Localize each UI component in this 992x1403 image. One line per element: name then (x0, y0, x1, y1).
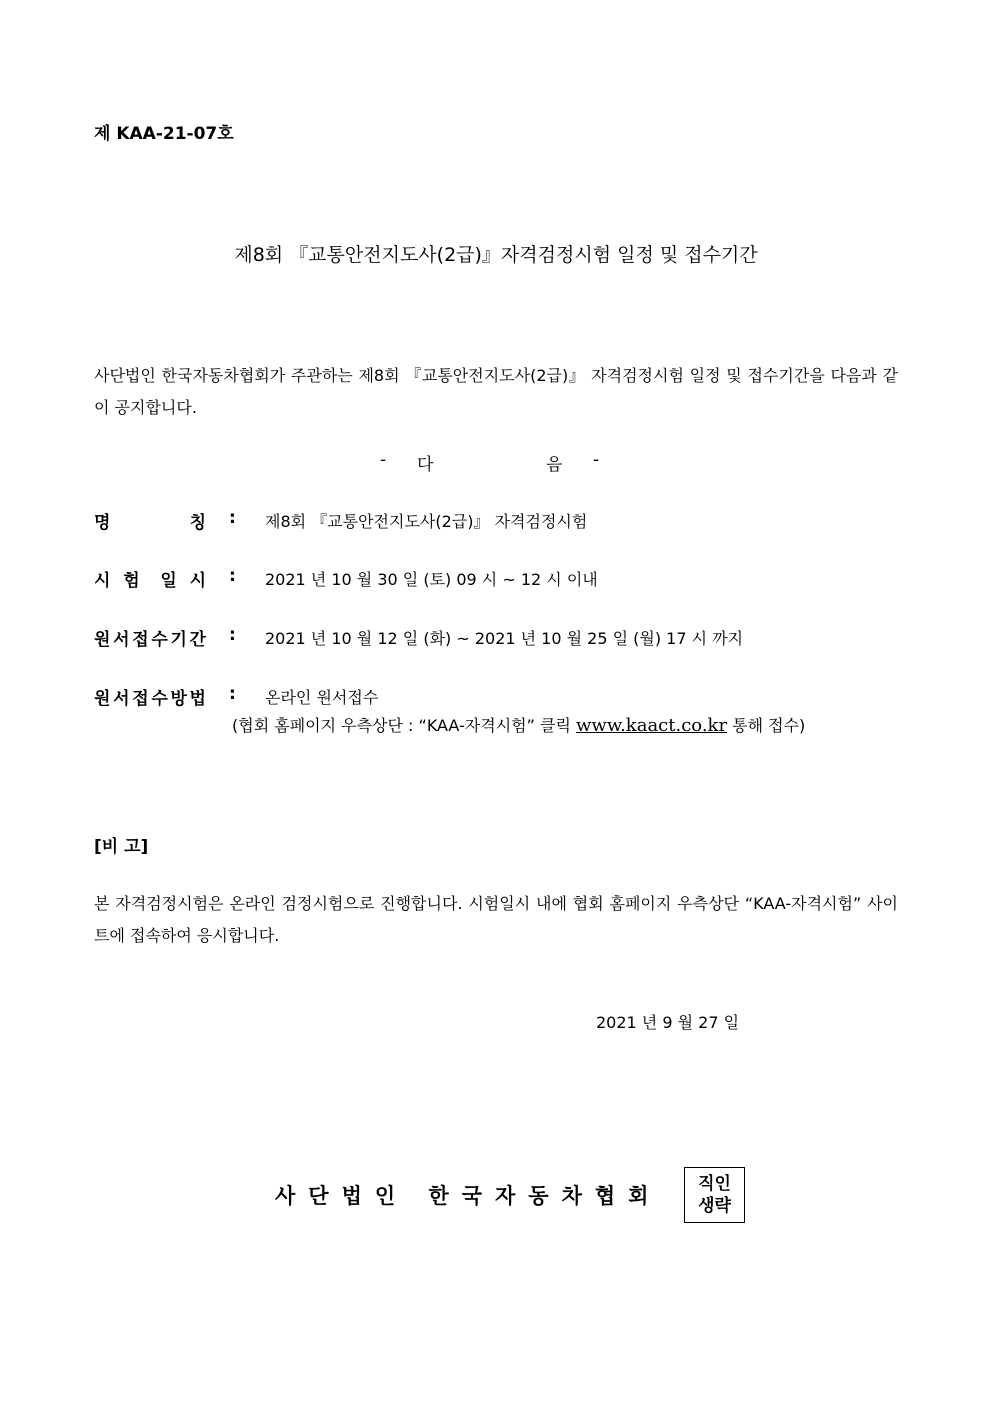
separator-eum: 음 (546, 455, 563, 475)
separator-dash-right: - (593, 450, 600, 470)
application-method-note (232, 713, 805, 736)
field-value-exam-datetime: 2021 년 10 월 30 일 (토) 09 시 ~ 12 시 이내 (265, 570, 598, 589)
field-label-exam-datetime: 시 험 일 시 (94, 571, 206, 591)
method-note-suffix: 통해 접수) (727, 716, 806, 735)
field-colon-exam-datetime: : (229, 566, 236, 586)
field-value-application-method: 온라인 원서접수 (265, 688, 379, 707)
document-title: 제8회 『교통안전지도사(2급)』자격검정시험 일정 및 접수기간 (234, 244, 758, 266)
document-number: 제 KAA-21-07호 (94, 124, 234, 144)
field-label-application-method: 원 서 접 수 방 법 (94, 689, 206, 709)
field-colon-name: : (229, 508, 236, 528)
field-colon-application-method: : (229, 684, 236, 704)
intro-paragraph: 사단법인 한국자동차협회가 주관하는 제8회 『교통안전지도사(2급)』 자격검정시험 일정 및 접수기간을 다음과 같이 공지합니다. (94, 366, 898, 417)
field-value-name: 제8회 『교통안전지도사(2급)』 자격검정시험 (265, 512, 588, 531)
field-value-application-period: 2021 년 10 월 12 일 (화) ~ 2021 년 10 월 25 일 (월) 17 시 까지 (265, 629, 744, 648)
separator-da: 다 (417, 455, 434, 475)
seal-line-2: 생략 (698, 1196, 731, 1216)
website-link[interactable]: www.kaact.co.kr (576, 715, 728, 736)
seal-line-1: 직인 (698, 1174, 731, 1194)
method-note-prefix: (협회 홈페이지 우측상단 : “KAA-자격시험” 클릭 (232, 716, 576, 735)
remarks-heading: [비 고] (94, 837, 149, 857)
field-colon-application-period: : (229, 625, 236, 645)
field-label-name: 명 칭 (94, 513, 206, 533)
remarks-body: 본 자격검정시험은 온라인 검정시험으로 진행합니다. 시험일시 내에 협회 홈페이지 우측상단 “KAA-자격시험” 사이트에 접속하여 응시합니다. (94, 894, 898, 945)
field-label-application-period: 원 서 접 수 기 간 (94, 630, 206, 650)
issuer-name: 사단법인 한국자동차협회 (275, 1184, 662, 1208)
official-seal-box (684, 1167, 745, 1223)
issue-date: 2021 년 9 월 27 일 (596, 1013, 740, 1032)
separator-dash-left: - (380, 450, 387, 470)
